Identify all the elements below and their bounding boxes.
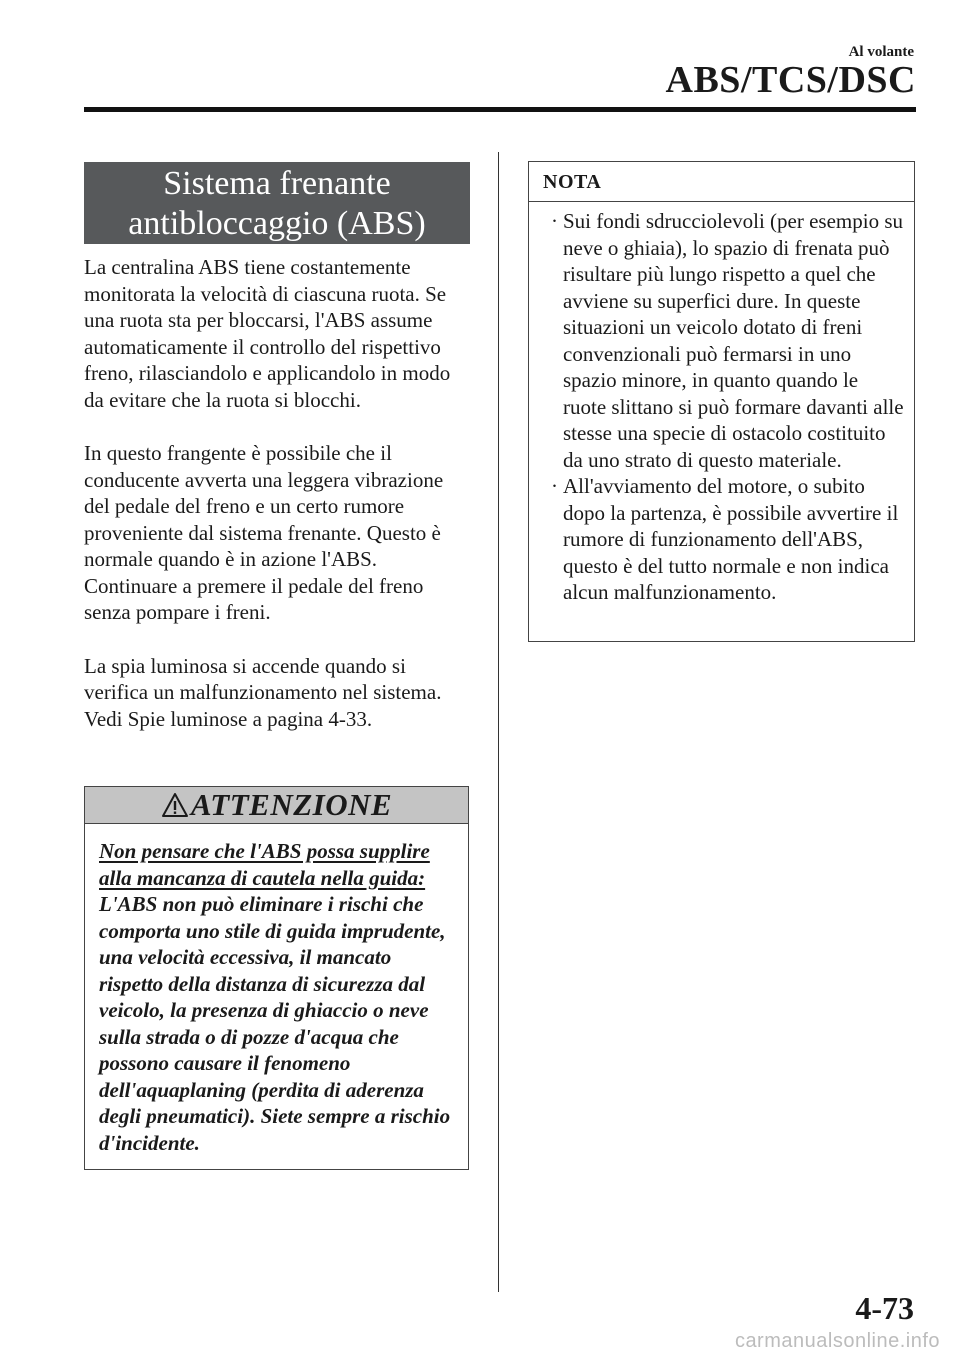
note-item-text: Sui fondi sdrucciolevoli (per esempio su neve o ghiaia), lo spazio di frenata può risultare più lungo rispetto a quel che avviene su superfici dure. In queste situazioni un veicolo dotato di freni convenzionali può fermarsi in uno spazio minore, in quanto quando le ruote slittano si può formare davanti alle stesse una specie di ostacolo costituito da uno strato di questo materiale.	[563, 209, 904, 472]
section-title-line-1: Sistema frenante	[163, 165, 391, 202]
note-list	[529, 202, 914, 606]
warning-box	[84, 786, 469, 1170]
header-rule	[84, 107, 916, 112]
body-paragraph: La spia luminosa si accende quando si verifica un malfunzionamento nel sistema. Vedi Spie luminose a pagina 4-33.	[84, 653, 442, 731]
note-bullet: ·	[551, 209, 558, 233]
column-divider	[498, 152, 499, 1292]
body-paragraph: La centralina ABS tiene costantemente monitorata la velocità di ciascuna ruota. Se una ruota sta per bloccarsi, l'ABS assume automaticamente il controllo del rispettivo freno, rilasciandolo e applicandolo in modo da evitare che la ruota si blocchi.	[84, 255, 451, 412]
section-title-box	[84, 162, 470, 244]
header-section-label: Al volante	[848, 44, 914, 60]
note-item-text: All'avviamento del motore, o subito dopo la partenza, è possibile avvertire il rumore di funzionamento dell'ABS, questo è del tutto normale e non indica alcun malfunzionamento.	[563, 474, 899, 604]
warning-lead: Non pensare che l'ABS possa supplire alla mancanza di cautela nella guida:	[99, 839, 430, 890]
warning-triangle-icon	[161, 792, 189, 818]
page-number: 4-73	[855, 1290, 914, 1326]
note-item	[551, 473, 904, 606]
note-bullet: ·	[551, 474, 558, 498]
section-title-line-2: antibloccaggio (ABS)	[128, 205, 426, 242]
left-column-text	[84, 254, 474, 759]
header-chapter-title: ABS/TCS/DSC	[665, 59, 916, 101]
warning-text: L'ABS non può eliminare i rischi che comporta uno stile di guida imprudente, una velocità eccessiva, il mancato rispetto della distanza di sicurezza dal veicolo, la presenza di ghiaccio o neve sulla strada o di pozze d'acqua che possono causare il fenomeno dell'aquaplaning (perdita di aderenza degli pneumatici). Siete sempre a rischio d'incidente.	[99, 892, 451, 1155]
warning-title: ATTENZIONE	[190, 787, 393, 822]
note-box	[528, 161, 915, 642]
watermark: carmanualsonline.info	[734, 1330, 940, 1352]
warning-header	[85, 787, 468, 824]
body-paragraph: In questo frangente è possibile che il conducente avverta una leggera vibrazione del pedale del freno e un certo rumore proveniente dal sistema frenante. Questo è normale quando è in azione l'ABS. Continuare a premere il pedale del freno senza pompare i freni.	[84, 441, 444, 624]
note-title: NOTA	[529, 162, 914, 202]
warning-body	[85, 824, 468, 1156]
note-item	[551, 208, 904, 473]
